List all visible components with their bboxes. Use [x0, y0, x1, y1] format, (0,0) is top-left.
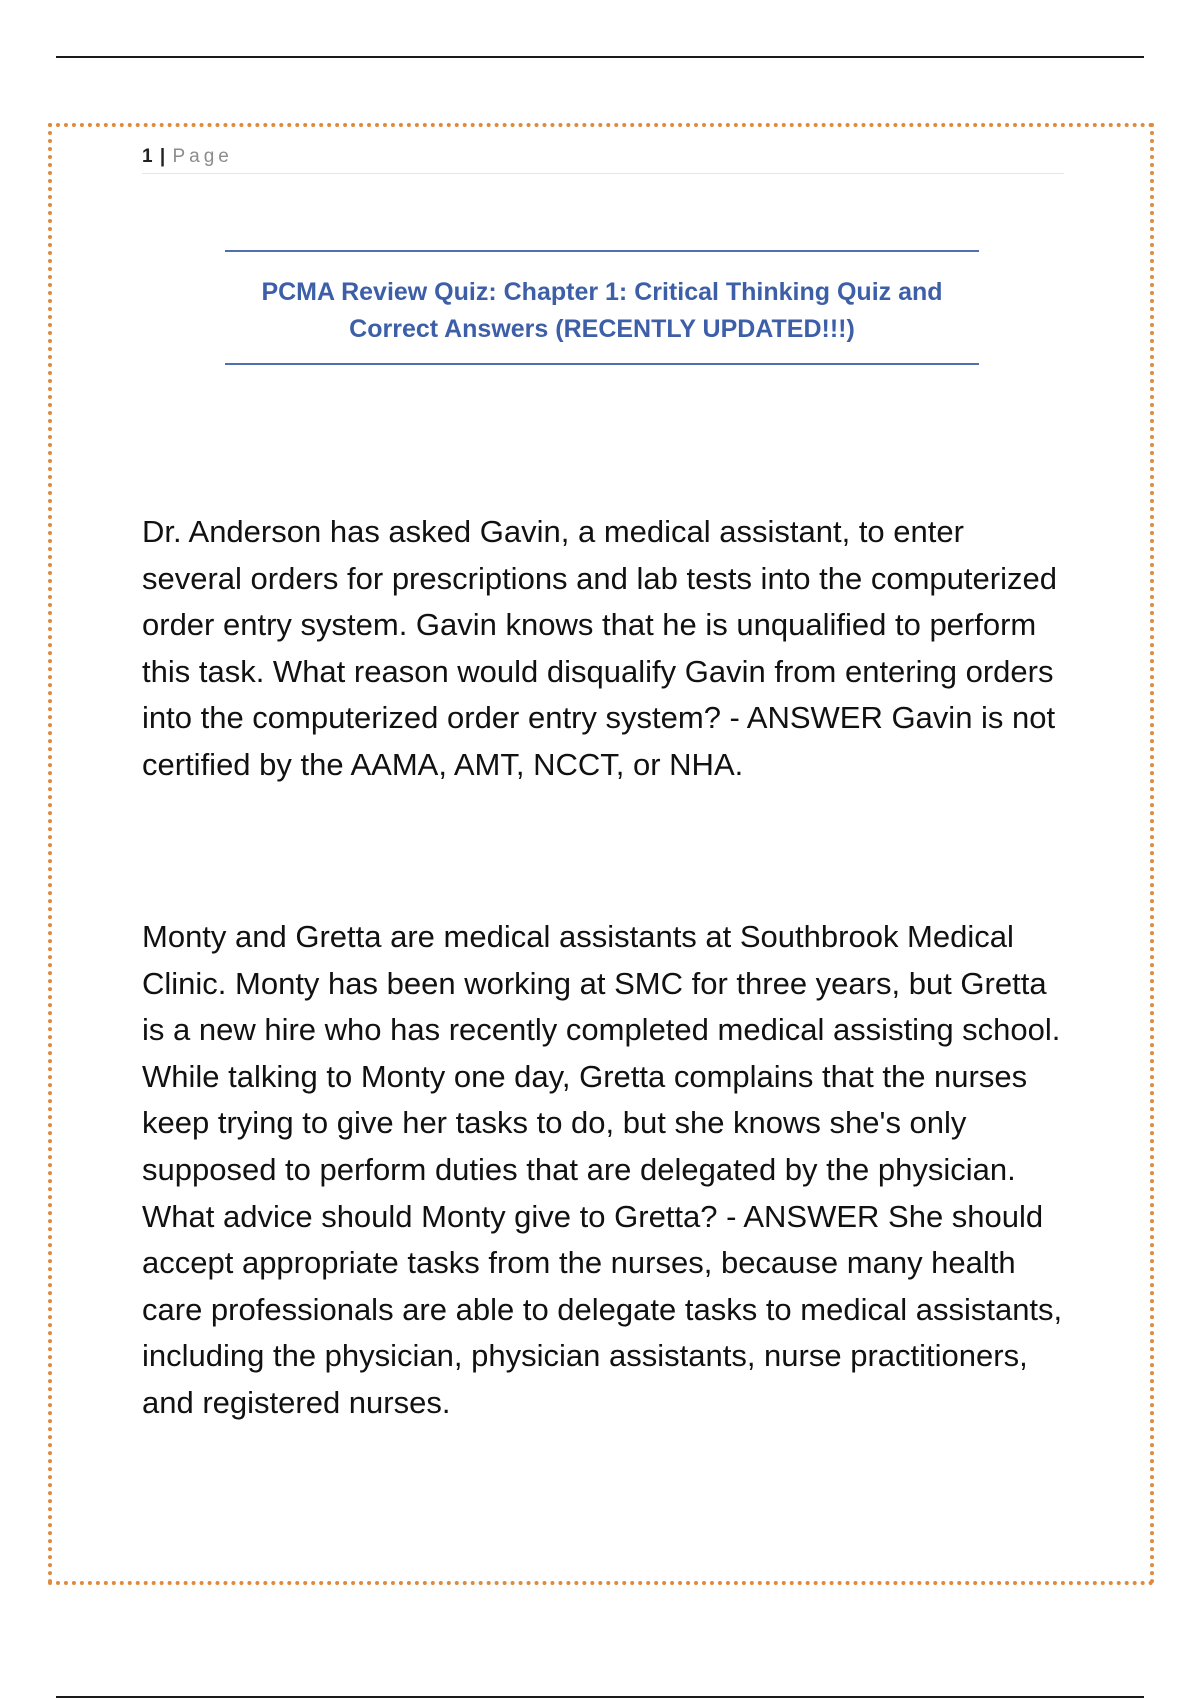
title-block [225, 250, 979, 365]
question-answer-1: Dr. Anderson has asked Gavin, a medical assistant, to enter several orders for prescriptions and lab tests into the computerized order entry system. Gavin knows that he is unqualified to perform this task. What reason would disqualify Gavin from entering orders into the computerized order entry system? - ANSWER Gavin is not certified by the AAMA, AMT, NCCT, or NHA. [142, 514, 1057, 782]
page-number: 1 [142, 146, 153, 167]
top-page-rule [56, 56, 1144, 58]
page-label: Page [172, 146, 233, 167]
question-answer-2: Monty and Gretta are medical assistants at Southbrook Medical Clinic. Monty has been working at SMC for three years, but Gretta is a new hire who has recently completed medical assisting school. While talking to Monty one day, Gretta complains that the nurses keep trying to give her tasks to do, but she knows she's only supposed to perform duties that are delegated by the physician. What advice should Monty give to Gretta? - ANSWER She should accept appropriate tasks from the nurses, because many health care professionals are able to delegate tasks to medical assistants, including the physician, physician assistants, nurse practitioners, and registered nurses. [142, 919, 1063, 1420]
bottom-page-rule [56, 1696, 1144, 1698]
document-title: PCMA Review Quiz: Chapter 1: Critical Thinking Quiz and Correct Answers (RECENTLY UPDATED!!!) [261, 278, 943, 343]
page-separator: | [159, 146, 166, 167]
page-header [142, 145, 1064, 174]
